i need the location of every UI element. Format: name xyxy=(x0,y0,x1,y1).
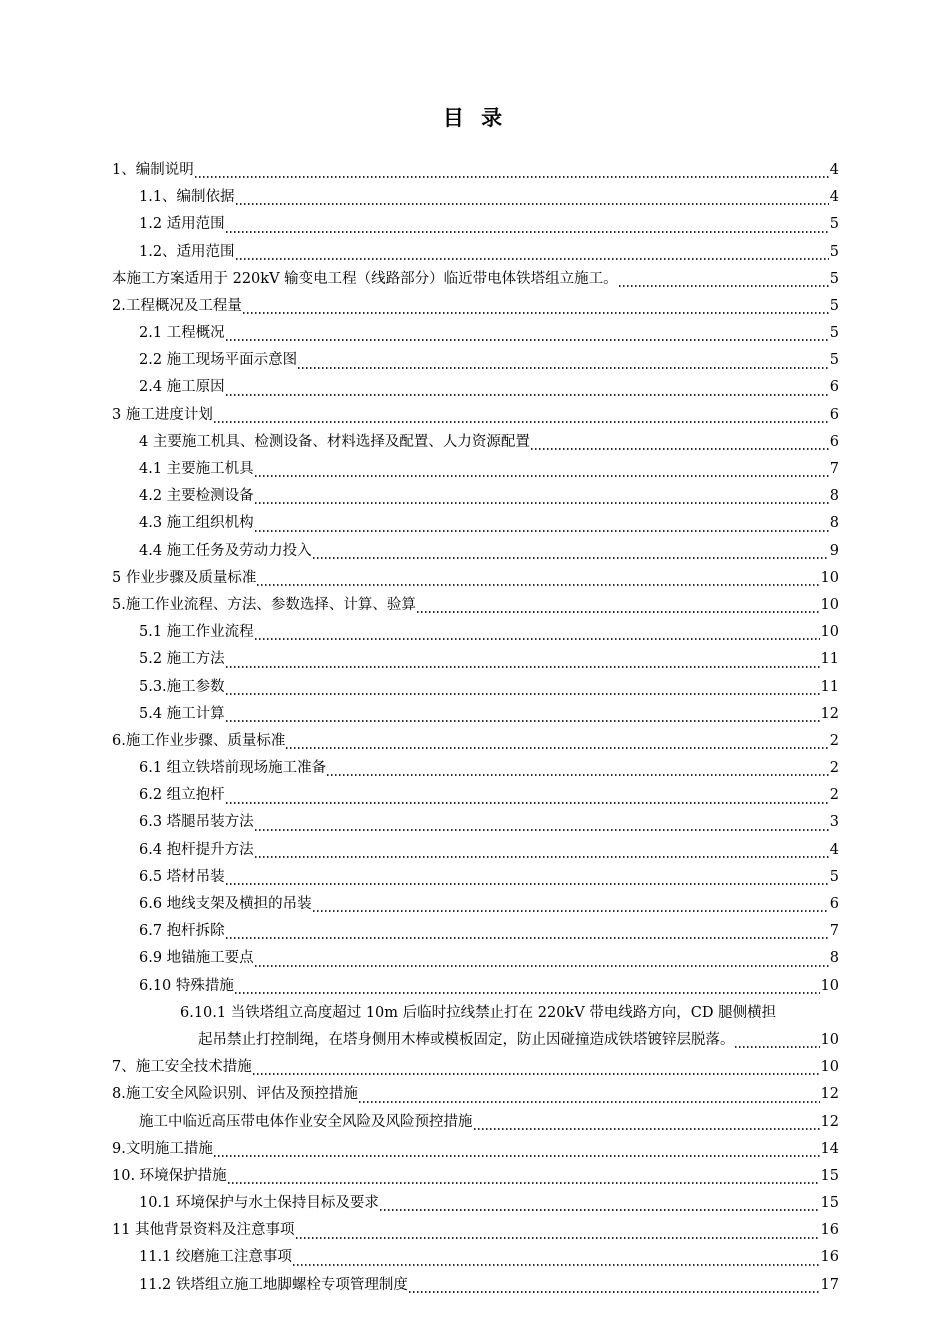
toc-entry-label: 6.5 塔材吊装 xyxy=(139,868,225,885)
toc-entry[interactable] xyxy=(139,945,839,972)
toc-entry-label: 6.6 地线支架及横担的吊装 xyxy=(139,896,312,913)
toc-leader-dots xyxy=(380,1190,820,1217)
toc-entry-label: 9.文明施工措施 xyxy=(112,1140,213,1157)
toc-leader-dots xyxy=(313,538,829,565)
toc-entry-label: 6.10.1 当铁塔组立高度超过 10m 后临时拉线禁止打在 220kV 带电线路方向，CD 腿侧横担 xyxy=(180,1004,777,1021)
toc-entry-wrapped[interactable] xyxy=(180,1000,839,1054)
toc-entry[interactable] xyxy=(112,1136,839,1163)
table-of-contents xyxy=(112,157,839,1299)
toc-entry[interactable] xyxy=(112,266,839,293)
toc-leader-dots xyxy=(409,1272,820,1299)
toc-leader-dots xyxy=(359,1081,820,1108)
toc-entry-wrapped-line1 xyxy=(180,1000,839,1027)
toc-leader-dots xyxy=(255,456,829,483)
toc-entry[interactable] xyxy=(139,239,839,266)
toc-page-number: 10 xyxy=(820,569,839,586)
toc-entry[interactable] xyxy=(139,891,839,918)
toc-entry-label: 施工中临近高压带电体作业安全风险及风险预控措施 xyxy=(139,1113,473,1130)
toc-page-number: 5 xyxy=(829,216,839,233)
toc-page-number: 16 xyxy=(820,1249,839,1266)
toc-leader-dots xyxy=(226,320,829,347)
toc-page-number: 12 xyxy=(820,1113,839,1130)
toc-page-number: 7 xyxy=(829,923,839,940)
toc-entry-label: 1.2 适用范围 xyxy=(139,216,225,233)
toc-entry-label: 5.2 施工方法 xyxy=(139,651,225,668)
toc-entry[interactable] xyxy=(139,429,839,456)
page-title: 目 录 xyxy=(442,106,508,130)
toc-page-number: 12 xyxy=(820,1086,839,1103)
toc-page-number: 17 xyxy=(820,1276,839,1293)
toc-entry-label: 7、施工安全技术措施 xyxy=(112,1059,252,1076)
toc-entry[interactable] xyxy=(139,701,839,728)
toc-entry[interactable] xyxy=(139,837,839,864)
toc-entry-label: 6.4 抱杆提升方法 xyxy=(139,841,254,858)
toc-entry-wrapped-line2 xyxy=(180,1027,839,1054)
toc-entry[interactable] xyxy=(112,1054,839,1081)
toc-entry-label: 4.2 主要检测设备 xyxy=(139,488,254,505)
toc-leader-dots xyxy=(255,945,829,972)
toc-entry-label: 2.4 施工原因 xyxy=(139,379,225,396)
toc-entry[interactable] xyxy=(139,646,839,673)
toc-leader-dots xyxy=(327,755,829,782)
toc-entry-label: 10.1 环境保护与水土保持目标及要求 xyxy=(139,1195,379,1212)
toc-entry-label: 1.2、适用范围 xyxy=(139,243,235,260)
toc-entry-label: 5.3.施工参数 xyxy=(139,678,225,695)
toc-leader-dots xyxy=(255,483,829,510)
toc-entry[interactable] xyxy=(112,293,839,320)
toc-leader-dots xyxy=(474,1109,820,1136)
toc-entry-label: 1.1、编制依据 xyxy=(139,189,235,206)
toc-leader-dots xyxy=(235,973,820,1000)
toc-page-number: 9 xyxy=(829,542,839,559)
toc-page-number: 6 xyxy=(829,896,839,913)
toc-page-number: 5 xyxy=(829,868,839,885)
toc-leader-dots xyxy=(417,592,820,619)
toc-entry-label: 11.1 绞磨施工注意事项 xyxy=(139,1249,292,1266)
toc-leader-dots xyxy=(286,728,828,755)
toc-entry-label: 8.施工安全风险识别、评估及预控措施 xyxy=(112,1086,358,1103)
toc-entry-label: 11.2 铁塔组立施工地脚螺栓专项管理制度 xyxy=(139,1276,408,1293)
toc-entry[interactable] xyxy=(139,184,839,211)
toc-entry[interactable] xyxy=(112,1163,839,1190)
toc-leader-dots xyxy=(226,646,820,673)
toc-leader-dots xyxy=(619,266,829,293)
toc-leader-dots xyxy=(226,375,829,402)
toc-page-number: 10 xyxy=(820,977,839,994)
toc-page-number: 7 xyxy=(829,461,839,478)
toc-entry[interactable] xyxy=(139,375,839,402)
toc-entry[interactable] xyxy=(139,483,839,510)
toc-leader-dots xyxy=(226,674,820,701)
toc-entry[interactable] xyxy=(139,456,839,483)
toc-entry-label: 5 作业步骤及质量标准 xyxy=(112,569,257,586)
toc-page-number: 11 xyxy=(820,678,839,695)
toc-entry[interactable] xyxy=(139,1109,839,1136)
toc-leader-dots xyxy=(298,347,829,374)
toc-entry-label: 5.4 施工计算 xyxy=(139,705,225,722)
toc-page-number: 4 xyxy=(829,841,839,858)
toc-leader-dots xyxy=(228,1163,820,1190)
toc-entry-label: 2.2 施工现场平面示意图 xyxy=(139,352,298,369)
toc-entry-label: 6.3 塔腿吊装方法 xyxy=(139,814,254,831)
toc-leader-dots xyxy=(236,184,829,211)
toc-entry-label: 6.7 抱杆拆除 xyxy=(139,923,225,940)
toc-entry[interactable] xyxy=(112,1217,839,1244)
toc-page-number: 5 xyxy=(829,243,839,260)
toc-entry-label: 起吊禁止打控制绳，在塔身侧用木棒或模板固定，防止因碰撞造成铁塔镀锌层脱落。 xyxy=(198,1031,735,1048)
toc-leader-dots xyxy=(257,565,819,592)
toc-entry-label: 2.1 工程概况 xyxy=(139,325,225,342)
toc-entry-label: 10. 环境保护措施 xyxy=(112,1167,227,1184)
toc-page-number: 4 xyxy=(829,189,839,206)
toc-leader-dots xyxy=(313,891,829,918)
toc-entry[interactable] xyxy=(139,619,839,646)
toc-page-number: 5 xyxy=(829,270,839,287)
toc-entry-label: 4 主要施工机具、检测设备、材料选择及配置、人力资源配置 xyxy=(139,433,530,450)
toc-entry[interactable] xyxy=(112,402,839,429)
toc-leader-dots xyxy=(243,293,829,320)
toc-entry[interactable] xyxy=(139,320,839,347)
toc-leader-dots xyxy=(226,782,829,809)
toc-entry[interactable] xyxy=(112,1081,839,1108)
toc-entry[interactable] xyxy=(139,1190,839,1217)
toc-entry[interactable] xyxy=(139,1272,839,1299)
toc-entry-label: 11 其他背景资料及注意事项 xyxy=(112,1222,295,1239)
toc-leader-dots xyxy=(293,1245,820,1272)
toc-entry[interactable] xyxy=(112,565,839,592)
toc-entry[interactable] xyxy=(112,157,839,184)
toc-leader-dots xyxy=(255,810,829,837)
toc-entry[interactable] xyxy=(139,510,839,537)
toc-page-number: 10 xyxy=(820,596,839,613)
toc-leader-dots xyxy=(214,402,829,429)
toc-page-number: 10 xyxy=(820,624,839,641)
toc-page-number: 8 xyxy=(829,515,839,532)
toc-page-number: 12 xyxy=(820,705,839,722)
toc-entry-label: 6.10 特殊措施 xyxy=(139,977,234,994)
toc-entry[interactable] xyxy=(139,1245,839,1272)
toc-entry-label: 2.工程概况及工程量 xyxy=(112,297,242,314)
toc-entry-label: 6.1 组立铁塔前现场施工准备 xyxy=(139,760,327,777)
toc-entry-label: 6.9 地锚施工要点 xyxy=(139,950,254,967)
toc-entry[interactable] xyxy=(139,864,839,891)
toc-page-number: 6 xyxy=(829,406,839,423)
toc-page-number: 15 xyxy=(820,1167,839,1184)
toc-page-number: 16 xyxy=(820,1222,839,1239)
toc-entry-label: 6.2 组立抱杆 xyxy=(139,787,225,804)
toc-page-number: 6 xyxy=(829,433,839,450)
toc-leader-dots xyxy=(253,1054,820,1081)
toc-entry[interactable] xyxy=(139,918,839,945)
toc-entry-label: 4.3 施工组织机构 xyxy=(139,515,254,532)
toc-leader-dots xyxy=(236,239,829,266)
toc-entry-label: 6.施工作业步骤、质量标准 xyxy=(112,732,286,749)
toc-entry[interactable] xyxy=(139,973,839,1000)
toc-page-number: 6 xyxy=(829,379,839,396)
toc-entry-label: 4.1 主要施工机具 xyxy=(139,461,254,478)
toc-page-number: 8 xyxy=(829,488,839,505)
toc-entry[interactable] xyxy=(139,347,839,374)
toc-entry-label: 5.施工作业流程、方法、参数选择、计算、验算 xyxy=(112,596,416,613)
toc-leader-dots xyxy=(255,619,820,646)
toc-leader-dots xyxy=(214,1136,820,1163)
toc-entry-label: 4.4 施工任务及劳动力投入 xyxy=(139,542,312,559)
toc-leader-dots xyxy=(226,864,829,891)
toc-page-number: 5 xyxy=(829,352,839,369)
toc-entry-label: 本施工方案适用于 220kV 输变电工程（线路部分）临近带电体铁塔组立施工。 xyxy=(112,270,618,287)
toc-page-number: 11 xyxy=(820,651,839,668)
toc-leader-dots xyxy=(226,211,829,238)
toc-page-number: 5 xyxy=(829,297,839,314)
toc-leader-dots xyxy=(195,157,829,184)
toc-entry[interactable] xyxy=(139,538,839,565)
toc-entry[interactable] xyxy=(139,782,839,809)
toc-entry-label: 3 施工进度计划 xyxy=(112,406,213,423)
toc-entry-label: 1、编制说明 xyxy=(112,161,194,178)
toc-page-number: 15 xyxy=(820,1195,839,1212)
toc-entry[interactable] xyxy=(139,211,839,238)
toc-page-number: 2 xyxy=(829,732,839,749)
toc-leader-dots xyxy=(226,918,829,945)
toc-leader-dots xyxy=(255,510,829,537)
toc-leader-dots xyxy=(531,429,829,456)
toc-leader-dots xyxy=(226,701,820,728)
toc-leader-dots xyxy=(296,1217,820,1244)
toc-entry[interactable] xyxy=(139,810,839,837)
toc-leader-dots xyxy=(735,1027,820,1054)
toc-entry[interactable] xyxy=(112,728,839,755)
toc-entry[interactable] xyxy=(112,592,839,619)
toc-entry[interactable] xyxy=(139,755,839,782)
toc-entry-label: 5.1 施工作业流程 xyxy=(139,624,254,641)
toc-page-number: 2 xyxy=(829,760,839,777)
toc-page-number: 3 xyxy=(829,814,839,831)
toc-page-number: 8 xyxy=(829,950,839,967)
toc-page-number: 5 xyxy=(829,325,839,342)
toc-page-number: 14 xyxy=(820,1140,839,1157)
toc-page-number: 10 xyxy=(820,1059,839,1076)
toc-entry[interactable] xyxy=(139,674,839,701)
toc-page-number: 2 xyxy=(829,787,839,804)
toc-leader-dots xyxy=(255,837,829,864)
toc-page-number: 10 xyxy=(820,1031,839,1048)
toc-page-number: 4 xyxy=(829,161,839,178)
